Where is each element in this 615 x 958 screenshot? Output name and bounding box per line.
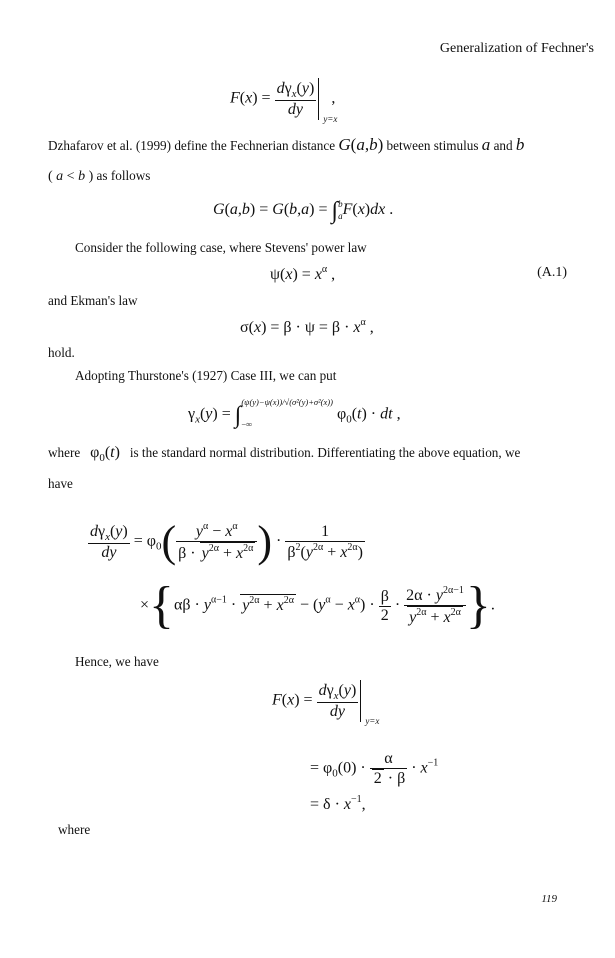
equation-A1: $\psi(x) = x^\alpha$ , (270, 264, 336, 283)
equation-result-line3: = $\delta \cdot x^{-1}$, (310, 794, 366, 813)
paragraph-ekman: and Ekman's law (48, 293, 138, 308)
equation-result-line1: F(x) = $\frac{d\gamma_x(y)}{dy}$ y=x (272, 681, 380, 726)
paragraph-thurstone: Adopting Thurstone's (1927) Case III, we can put (75, 368, 337, 383)
paragraph-fechnerian-distance-line2: ( a < b ) as follows (48, 168, 151, 184)
paragraph-have: have (48, 476, 73, 491)
equation-derivative-line1: $\frac{d\gamma_x(y)}{dy}$ = $\varphi_0$( $\frac{y^\alpha - x^\alpha}{\beta \cdot y^{2\alpha} + x^{2\alpha}}$ ) · $\frac{1}{\beta^2(y^{2\alpha} + x^{2\alpha})}$ (90, 517, 363, 566)
page-number: 119 (541, 893, 557, 905)
equation-G-definition: G(a,b) = G(b,a) = ∫b aF(x)dx . (213, 198, 394, 224)
equation-gamma-definition: $\gamma_x(y) = \int(\psi(y)-\psi(x))/√(\sigma^2(y)+\sigma^2(x))$ −∞ $\varphi_0(t)$ · dt , (188, 397, 401, 429)
paragraph-normal-distribution: where $\varphi_0(t)$ is the standard normal distribution. Differentiating the above equation, we (48, 444, 521, 464)
equation-F-definition: F(x) = $\frac{d\gamma_x(y)}{dy}$ y=x , (230, 79, 338, 124)
equation-derivative-line2: $\times\{\alpha\beta \cdot y^{\alpha-1} \cdot y^{2\alpha} + x^{2\alpha} - (y^\alpha - x^\alpha)$ · $\frac{\beta}{2}$ · $\frac{2\alpha \cdot y^{2\alpha-1}}{y^{2\alpha} + x^{2\alpha}}$ }. (140, 577, 495, 634)
paragraph-stevens: Consider the following case, where Stevens' power law (75, 240, 367, 255)
paragraph-fechnerian-distance: Dzhafarov et al. (1999) define the Fechnerian distance G(a,b) between stimulus a and b (48, 135, 525, 154)
paragraph-hold: hold. (48, 345, 75, 360)
paragraph-hence: Hence, we have (75, 654, 159, 669)
equation-result-line2: = $\varphi_0(0)$ · $\frac{\alpha}{2 \cdot \beta}$ · $x^{-1}$ (310, 750, 439, 787)
equation-ekman: $\sigma(x) = \beta \cdot \psi = \beta \cdot x^\alpha$ , (240, 317, 374, 336)
paragraph-where: where (58, 822, 91, 837)
equation-number-A1: (A.1) (537, 265, 567, 280)
running-header: Generalization of Fechner's (439, 41, 594, 56)
